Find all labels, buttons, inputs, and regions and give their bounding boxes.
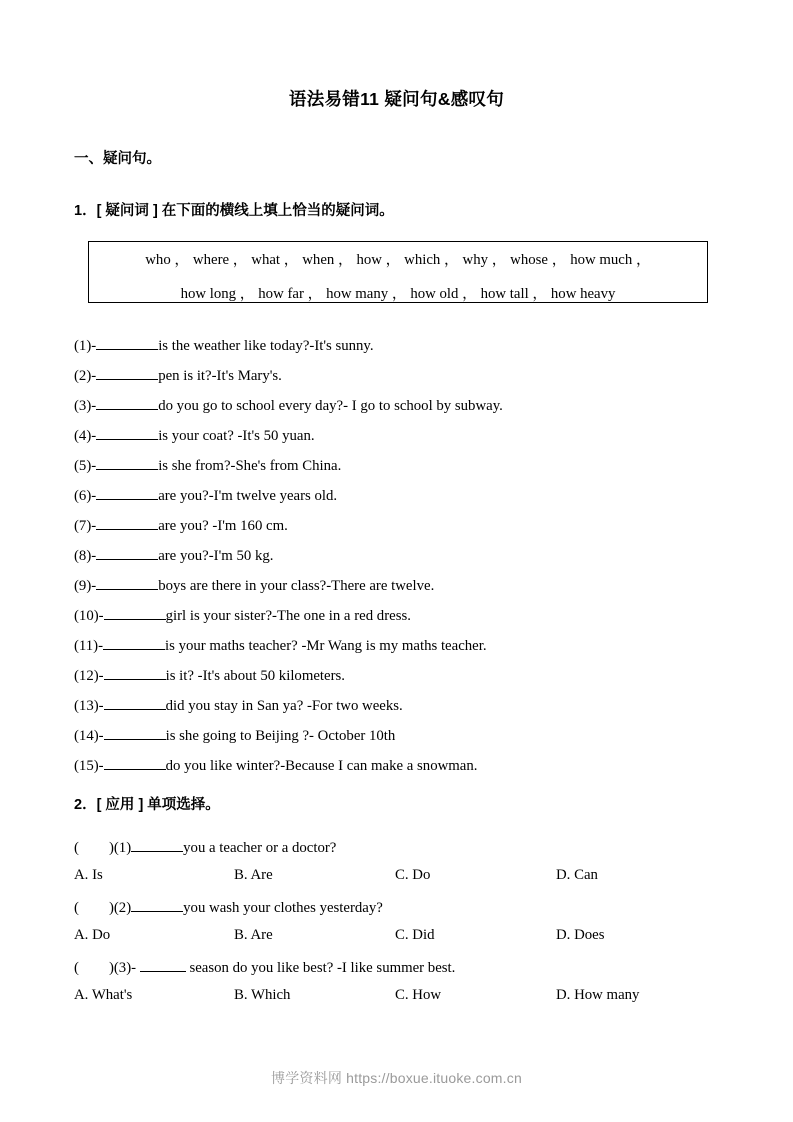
answer-blank[interactable] <box>96 366 158 380</box>
answer-blank[interactable] <box>104 726 166 740</box>
fill-in-item-text: is your maths teacher? -Mr Wang is my maths teacher. <box>165 638 487 654</box>
answer-blank[interactable] <box>103 636 165 650</box>
fill-in-item <box>74 366 282 384</box>
mc-question-text: season do you like best? -I like summer best. <box>185 960 456 976</box>
fill-in-item-text: is it? -It's about 50 kilometers. <box>165 668 345 684</box>
answer-blank[interactable] <box>131 838 183 852</box>
fill-in-item-number: (3)- <box>74 398 97 414</box>
task-heading-2: 2．[ 应用 ] 单项选择。 <box>74 797 220 813</box>
mc-option[interactable]: A. What's <box>74 987 133 1003</box>
mc-option[interactable]: B. Are <box>234 867 273 883</box>
fill-in-item-text: are you? -I'm 160 cm. <box>158 518 288 534</box>
mc-answer-box-close: ) <box>108 960 114 976</box>
mc-answer-box-close: ) <box>108 900 114 916</box>
mc-option[interactable]: D. How many <box>556 987 640 1003</box>
fill-in-item-text: do you go to school every day?- I go to school by subway. <box>158 398 503 414</box>
fill-in-item-number: (15)- <box>74 758 104 774</box>
fill-in-item-text: is she going to Beijing ?- October 10th <box>165 728 396 744</box>
word-bank-box <box>88 241 708 303</box>
answer-blank[interactable] <box>140 958 186 972</box>
mc-question <box>74 958 455 976</box>
mc-answer-box-open: ( <box>74 960 79 976</box>
answer-blank[interactable] <box>96 336 158 350</box>
fill-in-item-number: (8)- <box>74 548 97 564</box>
mc-option[interactable]: A. Do <box>74 927 111 943</box>
answer-blank[interactable] <box>96 486 158 500</box>
mc-question-number: (3)- <box>113 960 137 976</box>
fill-in-item-number: (12)- <box>74 668 104 684</box>
mc-answer-box-open: ( <box>74 900 79 916</box>
fill-in-item-number: (7)- <box>74 518 97 534</box>
answer-blank[interactable] <box>104 666 166 680</box>
fill-in-item-text: is your coat? -It's 50 yuan. <box>158 428 315 444</box>
footer-watermark: 博学资料网 https://boxue.ituoke.com.cn <box>271 1070 522 1086</box>
mc-question-text: you a teacher or a doctor? <box>183 840 337 856</box>
fill-in-item-number: (11)- <box>74 638 104 654</box>
fill-in-item-text: are you?-I'm twelve years old. <box>158 488 338 504</box>
section-heading-questions: 一、疑问句。 <box>74 151 161 167</box>
fill-in-item-number: (13)- <box>74 698 104 714</box>
fill-in-item-number: (10)- <box>74 608 104 624</box>
mc-option[interactable]: D. Can <box>556 867 598 883</box>
fill-in-item-text: boys are there in your class?-There are twelve. <box>158 578 435 594</box>
page-title: 语法易错11 疑问句&感叹句 <box>288 89 505 109</box>
fill-in-item-number: (1)- <box>74 338 97 354</box>
fill-in-item <box>74 606 411 624</box>
mc-answer-box-close: ) <box>108 840 114 856</box>
mc-question <box>74 838 336 856</box>
task-heading-1: 1．[ 疑问词 ] 在下面的横线上填上恰当的疑问词。 <box>74 203 394 219</box>
answer-blank[interactable] <box>96 516 158 530</box>
fill-in-item-number: (9)- <box>74 578 97 594</box>
answer-blank[interactable] <box>104 606 166 620</box>
fill-in-item-text: is she from?-She's from China. <box>158 458 342 474</box>
fill-in-item <box>74 756 477 774</box>
answer-blank[interactable] <box>96 546 158 560</box>
fill-in-item <box>74 486 337 504</box>
mc-question-text: you wash your clothes yesterday? <box>183 900 383 916</box>
fill-in-item-text: did you stay in San ya? -For two weeks. <box>165 698 403 714</box>
fill-in-item <box>74 576 434 594</box>
fill-in-item-number: (4)- <box>74 428 97 444</box>
word-bank-line-2: how long ， how far ， how many ， how old ， how tall ， how heavy <box>180 285 616 302</box>
fill-in-item-number: (5)- <box>74 458 97 474</box>
mc-option[interactable]: C. How <box>395 987 442 1003</box>
mc-question-number: (2) <box>113 900 132 916</box>
fill-in-item-number: (14)- <box>74 728 104 744</box>
fill-in-item <box>74 666 345 684</box>
fill-in-item-text: pen is it?-It's Mary's. <box>158 368 282 384</box>
fill-in-item-text: are you?-I'm 50 kg. <box>158 548 274 564</box>
mc-option[interactable]: B. Are <box>234 927 273 943</box>
fill-in-item-number: (2)- <box>74 368 97 384</box>
answer-blank[interactable] <box>96 456 158 470</box>
fill-in-item <box>74 426 315 444</box>
fill-in-item <box>74 636 487 654</box>
answer-blank[interactable] <box>104 756 166 770</box>
word-bank-line-1: who ， where ， what ， when ， how ， which ， why ， whose ， how much ， <box>145 252 651 268</box>
answer-blank[interactable] <box>96 576 158 590</box>
fill-in-item-number: (6)- <box>74 488 97 504</box>
answer-blank[interactable] <box>96 426 158 440</box>
mc-option[interactable]: C. Did <box>395 927 435 943</box>
fill-in-item <box>74 546 273 564</box>
fill-in-item <box>74 696 403 714</box>
fill-in-item-text: do you like winter?-Because I can make a snowman. <box>165 758 478 774</box>
fill-in-item-text: girl is your sister?-The one in a red dress. <box>165 608 411 624</box>
fill-in-item <box>74 726 395 744</box>
answer-blank[interactable] <box>131 898 183 912</box>
fill-in-item <box>74 396 503 414</box>
mc-option[interactable]: A. Is <box>74 867 103 883</box>
mc-option[interactable]: C. Do <box>395 867 431 883</box>
fill-in-item-text: is the weather like today?-It's sunny. <box>158 338 374 354</box>
mc-answer-box-open: ( <box>74 840 79 856</box>
fill-in-item <box>74 456 341 474</box>
fill-in-item <box>74 336 374 354</box>
answer-blank[interactable] <box>96 396 158 410</box>
mc-option[interactable]: D. Does <box>556 927 605 943</box>
mc-option[interactable]: B. Which <box>234 987 291 1003</box>
mc-question-number: (1) <box>113 840 132 856</box>
mc-question <box>74 898 383 916</box>
fill-in-item <box>74 516 288 534</box>
answer-blank[interactable] <box>104 696 166 710</box>
